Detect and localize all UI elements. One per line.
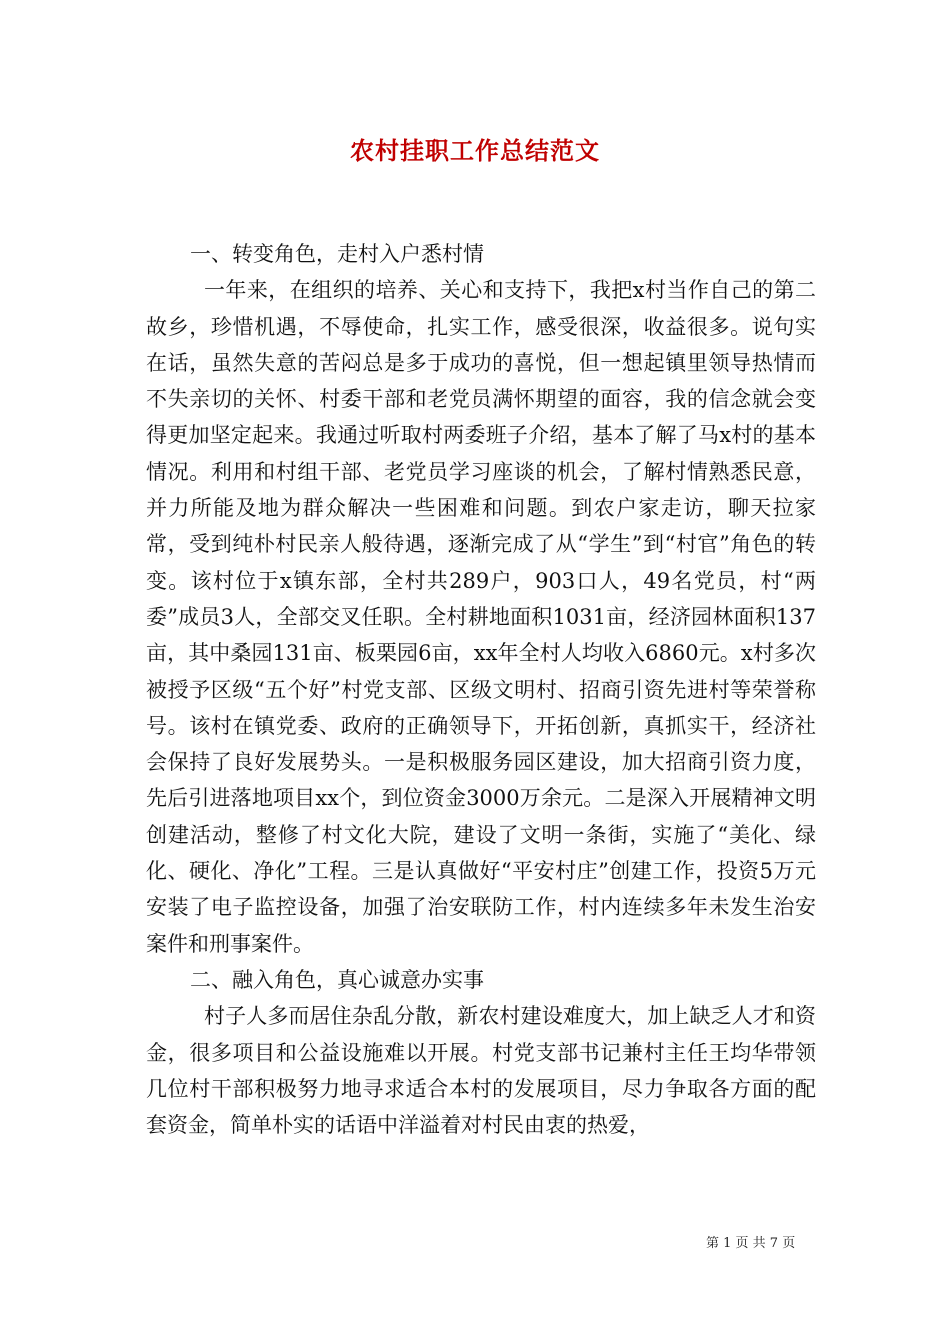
section-heading-1: 一、转变角色，走村入户悉村情 bbox=[190, 242, 484, 266]
page-number: 第 1 页 共 7 页 bbox=[706, 1236, 796, 1251]
paragraph-1: 一年来，在组织的培养、关心和支持下，我把x村当作自己的第二故乡，珍惜机遇，不辱使命，扎实工作，感受很深，收益很多。说句实在话，虽然失意的苦闷总是多于成功的喜悦，但一想起镇里领导热情而不失亲切的关怀、村委干部和老党员满怀期望的面容，我的信念就会变得更加坚定起来。我通过听取村两委班子介绍，基本了解了马x村的基本情况。利用和村组干部、老党员学习座谈的机会，了解村情熟悉民意，并力所能及地为群众解决一些困难和问题。到农户家走访，聊天拉家常，受到纯朴村民亲人般待遇，逐渐完成了从“学生”到“村官”角色的转变。该村位于x镇东部，全村共289户，903口人，49名党员，村“两委”成员3人，全部交叉任职。全村耕地面积1031亩，经济园林面积137亩，其中桑园131亩、板栗园6亩，xx年全村人均收入6860元。x村多次被授予区级“五个好”村党支部、区级文明村、招商引资先进村等荣誉称号。该村在镇党委、政府的正确领导下，开拓创新，真抓实干，经济社会保持了良好发展势头。一是积极服务园区建设，加大招商引资力度，先后引进落地项目xx个，到位资金3000万余元。二是深入开展精神文明创建活动，整修了村文化大院，建设了文明一条街，实施了“美化、绿化、硬化、净化”工程。三是认真做好“平安村庄”创建工作，投资5万元安装了电子监控设备，加强了治安联防工作，村内连续多年未发生治安案件和刑事案件。 bbox=[146, 278, 816, 956]
document-title: 农村挂职工作总结范文 bbox=[350, 136, 600, 165]
paragraph-2: 村子人多而居住杂乱分散，新农村建设难度大，加上缺乏人才和资金，很多项目和公益设施难以开展。村党支部书记兼村主任王均华带领几位村干部积极努力地寻求适合本村的发展项目，尽力争取各方面的配套资金，简单朴实的话语中洋溢着对村民由衷的热爱， bbox=[146, 1004, 816, 1138]
section-heading-2: 二、融入角色，真心诚意办实事 bbox=[190, 967, 484, 992]
document-body bbox=[146, 236, 816, 1143]
